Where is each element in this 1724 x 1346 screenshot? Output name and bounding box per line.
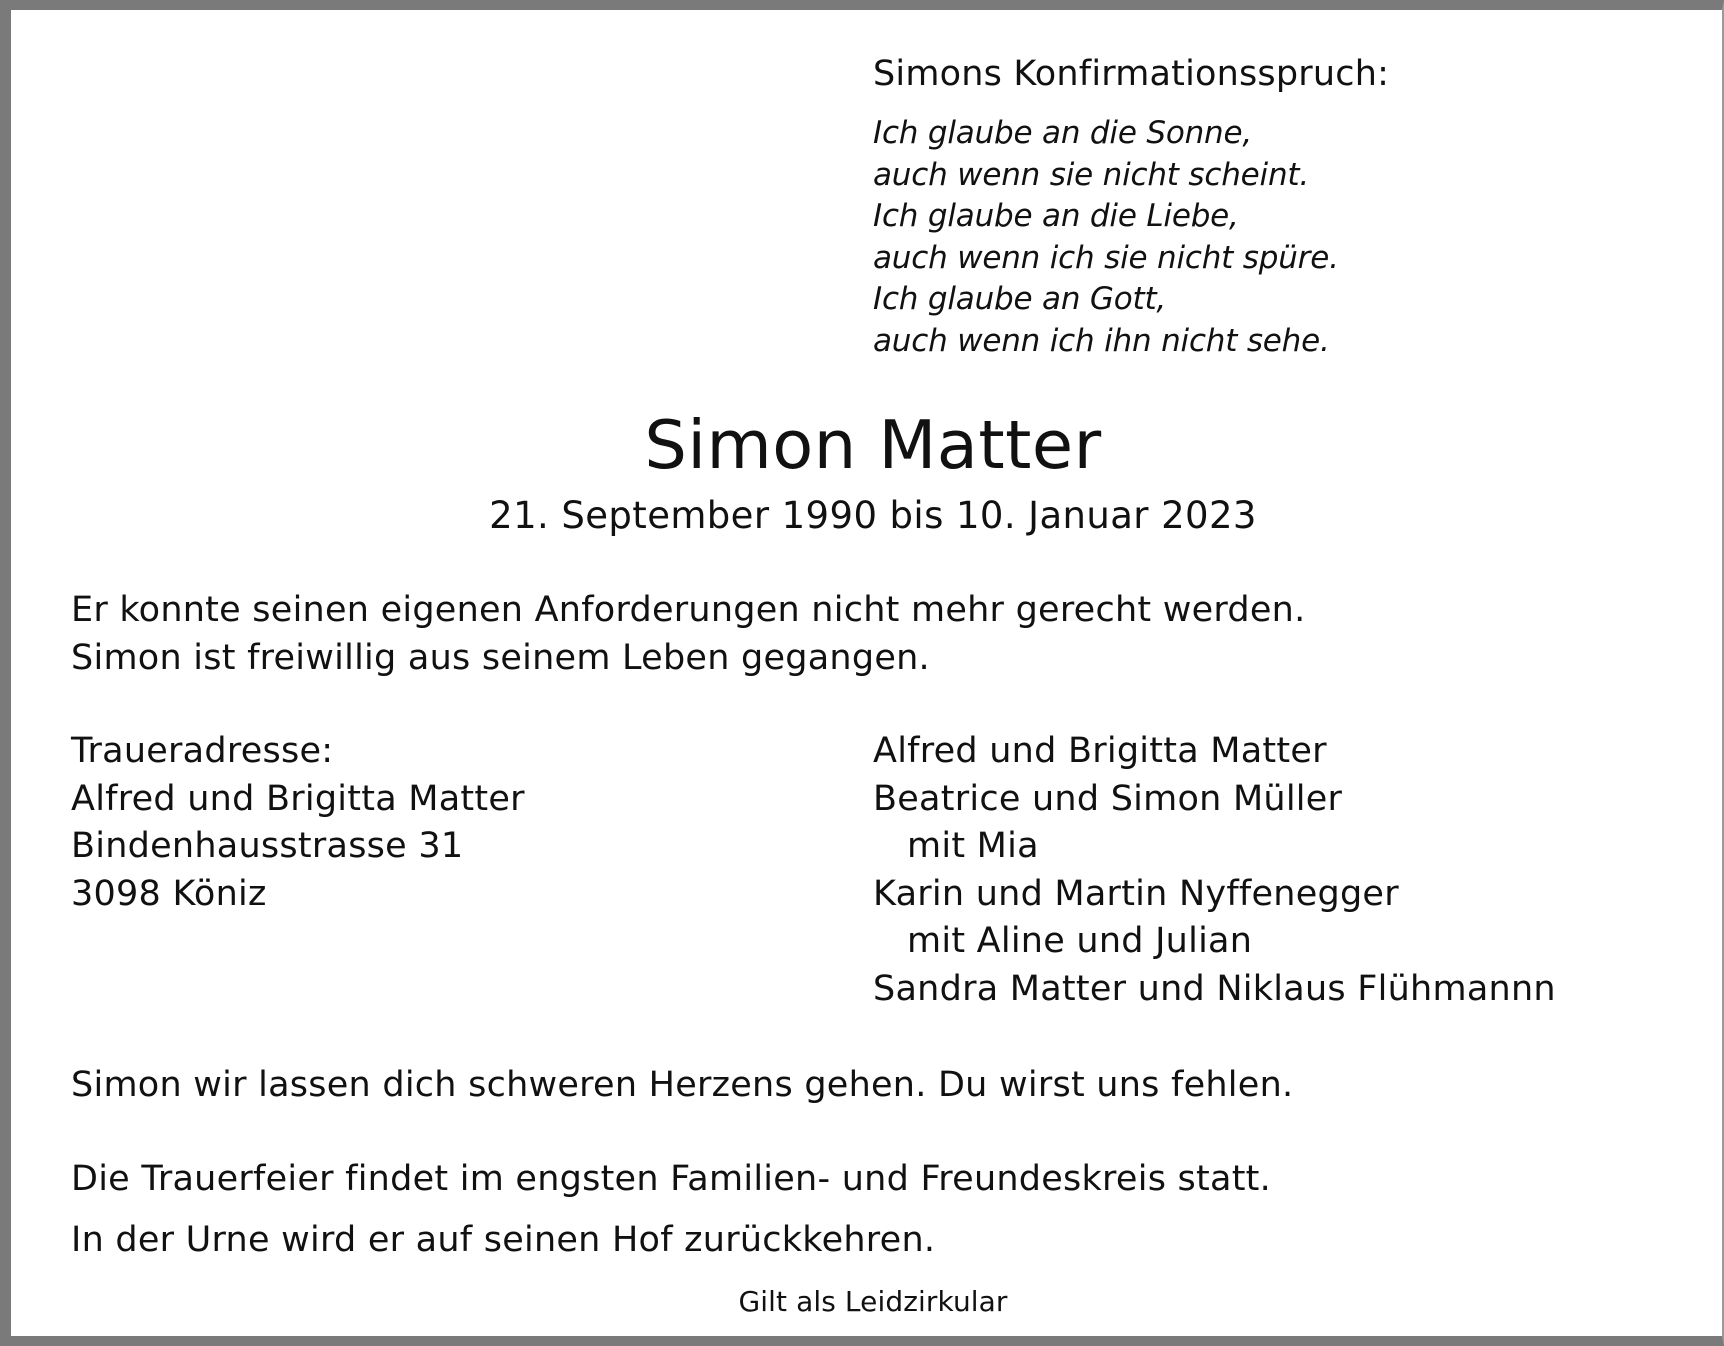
family-member: Beatrice und Simon Müller [873,778,1343,819]
verse-title: Simons Konfirmationsspruch: [873,54,1390,94]
urn-text: In der Urne wird er auf seinen Hof zurückkehren. [71,1220,936,1260]
family-list [873,728,1556,1013]
address-label: Traueradresse: [71,731,334,771]
life-dates: 21. September 1990 bis 10. Januar 2023 [489,494,1257,537]
verse-line: Ich glaube an die Sonne, [873,115,1253,151]
deceased-name: Simon Matter [644,406,1102,484]
verse-line: auch wenn ich ihn nicht sehe. [873,322,1330,359]
family-member: Alfred und Brigitta Matter [873,731,1327,771]
verse-line: Ich glaube an Gott, [873,281,1167,317]
address-line: 3098 Köniz [71,873,267,914]
ceremony-text: Die Trauerfeier findet im engsten Familien- und Freundeskreis statt. [71,1159,1272,1199]
confirmation-verse [873,113,1339,362]
verse-line: Ich glaube an die Liebe, [873,198,1239,234]
intro-text [71,587,1305,682]
address-line: Alfred und Brigitta Matter [71,778,525,819]
footer-note: Gilt als Leidzirkular [738,1285,1008,1318]
verse-line: auch wenn ich sie nicht spüre. [873,239,1339,276]
intro-line: Er konnte seinen eigenen Anforderungen nicht mehr gerecht werden. [71,590,1306,630]
family-member-child: mit Mia [907,826,1039,866]
verse-line: auch wenn sie nicht scheint. [873,156,1309,193]
address-line: Bindenhausstrasse 31 [71,826,464,866]
family-member: Sandra Matter und Niklaus Flühmannn [873,968,1556,1009]
intro-line: Simon ist freiwillig aus seinem Leben gegangen. [71,637,930,678]
family-member-child: mit Aline und Julian [907,921,1253,961]
mourning-address [71,728,525,918]
farewell-text: Simon wir lassen dich schweren Herzens gehen. Du wirst uns fehlen. [71,1065,1294,1105]
family-member: Karin und Martin Nyffenegger [873,873,1399,914]
